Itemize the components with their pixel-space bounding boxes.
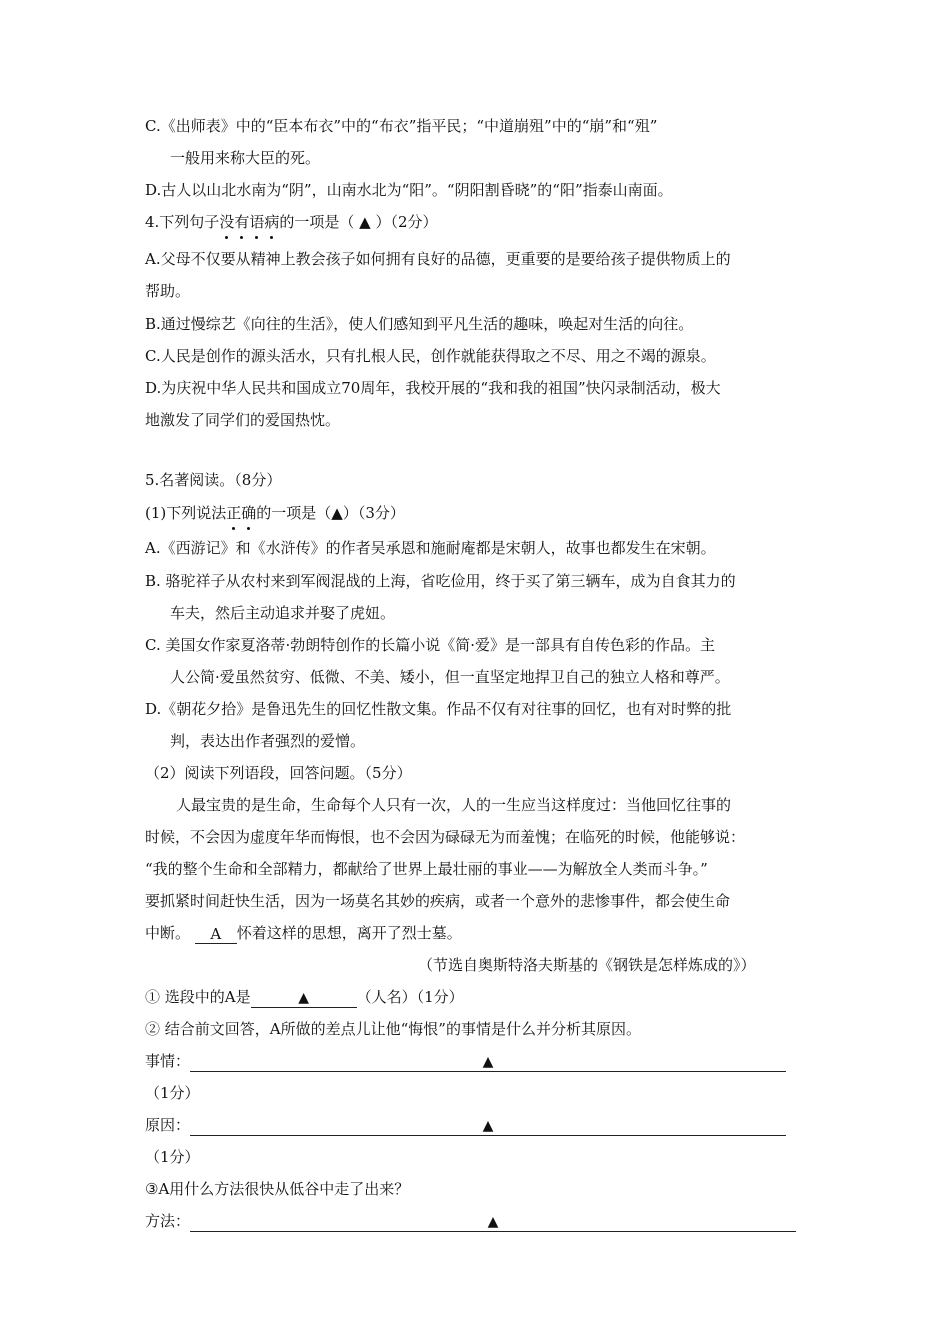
answer-blank-reason[interactable]: ▲ bbox=[190, 1115, 786, 1136]
subq-3: ③A用什么方法很快从低谷中走了出来？ bbox=[145, 1180, 410, 1198]
emphasis-char: 确 bbox=[241, 502, 256, 524]
q5-option-b-line2: 车夫，然后主动追求并娶了虎妞。 bbox=[170, 604, 396, 622]
passage-line4: 要抓紧时间赶快生活，因为一场莫名其妙的疾病，或者一个意外的悲惨事件，都会使生命 bbox=[145, 892, 731, 910]
passage-line2: 时候，不会因为虚度年华而悔恨，也不会因为碌碌无为而羞愧；在临死的时候，他能够说： bbox=[145, 828, 746, 846]
emphasis-char: 有 bbox=[234, 211, 249, 233]
q4-option-a-line1: A.父母不仅要从精神上教会孩子如何拥有良好的品德，更重要的是要给孩子提供物质上的 bbox=[145, 250, 731, 268]
q5-option-c-line1: C. 美国女作家夏洛蒂·勃朗特创作的长篇小说《简·爱》是一部具有自传色彩的作品。主 bbox=[145, 636, 716, 654]
answer-blank-method[interactable]: ▲ bbox=[190, 1211, 796, 1232]
q5-option-d-line1: D.《朝花夕拾》是鲁迅先生的回忆性散文集。作品不仅有对往事的回忆，也有对时弊的批 bbox=[145, 700, 732, 718]
score-reason: （1分） bbox=[145, 1148, 200, 1166]
answer-line-method: 方法： ▲ bbox=[145, 1210, 796, 1232]
q5-2-stem: （2）阅读下列语段，回答问题。（5分） bbox=[145, 764, 412, 782]
q4-option-d-line1: D.为庆祝中华人民共和国成立70周年，我校开展的“我和我的祖国”快闪录制活动，极大 bbox=[145, 379, 721, 397]
emphasis-char: 语 bbox=[249, 211, 264, 233]
q5-option-b-line1: B. 骆驼祥子从农村来到军阀混战的上海，省吃俭用，终于买了第三辆车，成为自食其力的 bbox=[145, 572, 736, 590]
q3-option-d: D.古人以山北水南为“阴”，山南水北为“阳”。“阴阳割昏晓”的“阳”指泰山南面。 bbox=[145, 181, 673, 199]
passage-line1: 人最宝贵的是生命，生命每个人只有一次，人的一生应当这样度过：当他回忆往事的 bbox=[176, 796, 732, 814]
emphasis-char: 病 bbox=[264, 211, 279, 233]
q4-option-b: B.通过慢综艺《向往的生活》，使人们感知到平凡生活的趣味，唤起对生活的向往。 bbox=[145, 315, 694, 333]
answer-blank-event[interactable]: ▲ bbox=[190, 1051, 786, 1072]
score-event: （1分） bbox=[145, 1084, 200, 1102]
subq-2: ② 结合前文回答，A所做的差点儿让他“悔恨”的事情是什么并分析其原因。 bbox=[145, 1020, 641, 1038]
passage-line5: 中断。 A 怀着这样的思想，离开了烈士墓。 bbox=[145, 924, 462, 943]
q5-option-c-line2: 人公简·爱虽然贫穷、低微、不美、矮小，但一直坚定地捍卫自己的独立人格和尊严。 bbox=[170, 668, 730, 686]
emphasis-char: 正 bbox=[226, 502, 241, 524]
emphasis-char: 没 bbox=[219, 211, 234, 233]
passage-source: （节选自奥斯特洛夫斯基的《钢铁是怎样炼成的》） bbox=[418, 956, 756, 974]
q5-heading: 5.名著阅读。（8分） bbox=[145, 471, 282, 489]
q4-option-a-line2: 帮助。 bbox=[145, 282, 191, 300]
answer-line-reason: 原因： ▲ bbox=[145, 1114, 786, 1136]
subq-1: ① 选段中的A是 ▲ （人名）（1分） bbox=[145, 988, 464, 1006]
q5-1-stem: (1)下列说法正 确 的一项是（▲）（3分） bbox=[145, 502, 405, 524]
q5-option-a: A.《西游记》和《水浒传》的作者吴承恩和施耐庵都是宋朝人，故事也都发生在宋朝。 bbox=[145, 539, 716, 557]
q3-option-c-line2: 一般用来称大臣的死。 bbox=[170, 149, 321, 167]
q4-option-c: C.人民是创作的源头活水，只有扎根人民，创作就能获得取之不尽、用之不竭的源泉。 bbox=[145, 347, 716, 365]
answer-blank-name[interactable]: ▲ bbox=[251, 987, 357, 1008]
q4-stem: 4.下列句子没 有 语 病 的一项是（ ▲ ）（2分） bbox=[145, 211, 438, 233]
q5-option-d-line2: 判，表达出作者强烈的爱憎。 bbox=[170, 732, 366, 750]
answer-line-event: 事情： ▲ bbox=[145, 1050, 786, 1072]
passage-line3: “我的整个生命和全部精力，都献给了世界上最壮丽的事业——为解放全人类而斗争。” bbox=[145, 860, 708, 878]
q4-option-d-line2: 地激发了同学们的爱国热忱。 bbox=[145, 411, 341, 429]
passage-blank-a: A bbox=[195, 923, 237, 944]
q3-option-c-line1: C.《出师表》中的“臣本布衣”中的“布衣”指平民；“中道崩殂”中的“崩”和“殂” bbox=[145, 117, 658, 135]
